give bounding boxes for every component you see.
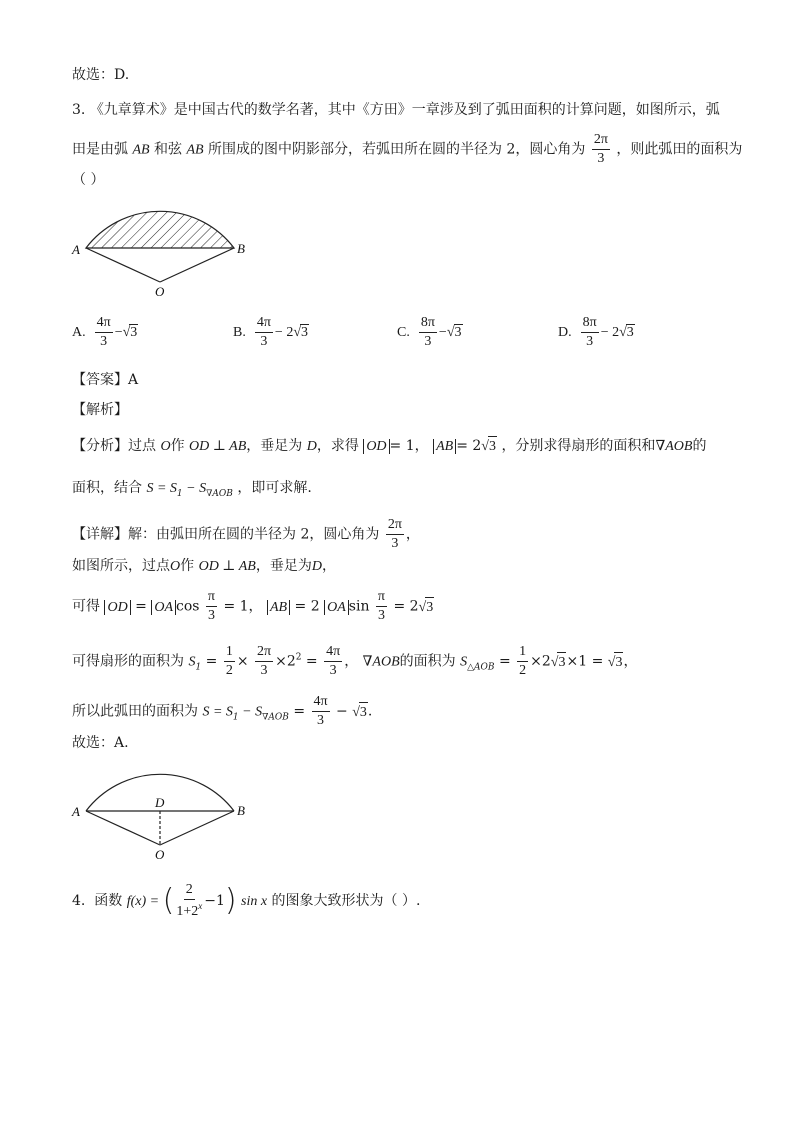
- answer-line: [72, 370, 138, 390]
- analysis-tag: 【解析】: [72, 402, 128, 418]
- xiangjie-line2: 如图所示，过点O作 OD ⊥ AB，垂足为D，: [72, 558, 336, 574]
- radius-OB: [160, 248, 234, 282]
- q3-line2: 田是由弧 AB 和弦 AB 所围成的图中阴影部分，若弧田所在圆的半径为 2，圆心角为 $\frac{2\pi}{3}$ ，则此弧田的面积为: [72, 132, 743, 166]
- label-A: A: [72, 804, 80, 819]
- q3-line1: [72, 100, 720, 120]
- label-O: O: [155, 847, 165, 862]
- answer-value: A: [128, 372, 139, 388]
- figure-arc-field-chord: [70, 755, 260, 865]
- option-c[interactable]: C. $\frac{8\pi}{3}$ − √ 3: [397, 315, 462, 349]
- q3-number: 3.: [72, 102, 86, 118]
- previous-answer: 故选：D.: [72, 67, 130, 83]
- xiangjie-line5: 所以此弧田的面积为 $S = S_1 - S_{\nabla AOB}$ = $\frac{4\pi}{3}$ − √ 3 .: [72, 694, 373, 728]
- radius-OB: [160, 811, 234, 845]
- radius-OA: [86, 811, 160, 845]
- radius-OA: [86, 248, 160, 282]
- shaded-segment: [86, 211, 234, 248]
- answer-tag: 【答案】: [72, 372, 128, 388]
- q4-line: 4. 函数 f(x) = ( $\frac{2}{1+2^x}$ −1) sin x 的图象大致形状为（ ）.: [72, 882, 421, 919]
- xiangjie-line1: 【详解】解：由弧田所在圆的半径为 2，圆心角为 $\frac{2\pi}{3}$ ，: [72, 517, 420, 551]
- xiangjie-line3: 可得 OD = OA cos $\frac{\pi}{3}$ = 1， AB = 2 OA sin $\frac{\pi}{3}$ = 2 √ 3: [72, 589, 434, 623]
- fenxi-line2: 面积，结合 $S = S_1 - S_{\nabla AOB}$ ，即可求解.: [72, 480, 312, 499]
- q3-angle-fraction: $\frac{2\pi}{3}$: [593, 132, 608, 166]
- label-D: D: [155, 795, 165, 810]
- q4-number: 4.: [72, 893, 86, 909]
- final-answer: 故选：A.: [72, 735, 129, 751]
- q3-text1: 《九章算术》是中国古代的数学名著，其中《方田》一章涉及到了弧田面积的计算问题，如图所示，弧: [89, 102, 720, 118]
- option-d[interactable]: D. $\frac{8\pi}{3}$ − 2 √ 3: [558, 315, 634, 349]
- label-B: B: [237, 241, 245, 256]
- xiangjie-line4: 可得扇形的面积为 $S_1$ = $\frac{1}{2}$ × $\frac{2\pi}{3}$ $\times 2^2$ = $\frac{4\pi}{3}$ ， ∇AOB的面积为 $S_{\triangle AOB}$ = $\frac{1}{2}$ ×2 √ 3 ×1 = √ 3 ，: [72, 644, 638, 678]
- label-B: B: [237, 803, 245, 818]
- option-b[interactable]: B. $\frac{4\pi}{3}$ − 2 √ 3: [233, 315, 309, 349]
- label-A: A: [72, 242, 80, 257]
- option-a[interactable]: A. $\frac{4\pi}{3}$ − √ 3: [72, 315, 138, 349]
- figure-arc-field-shaded: [70, 190, 260, 300]
- q3-blank: （ ）: [72, 172, 105, 188]
- label-O: O: [155, 284, 165, 299]
- fenxi-line1: 【分析】过点 O作 OD ⊥ AB，垂足为 D，求得 OD = 1， AB = 2 √ 3 ，分别求得扇形的面积和∇AOB的: [72, 436, 706, 457]
